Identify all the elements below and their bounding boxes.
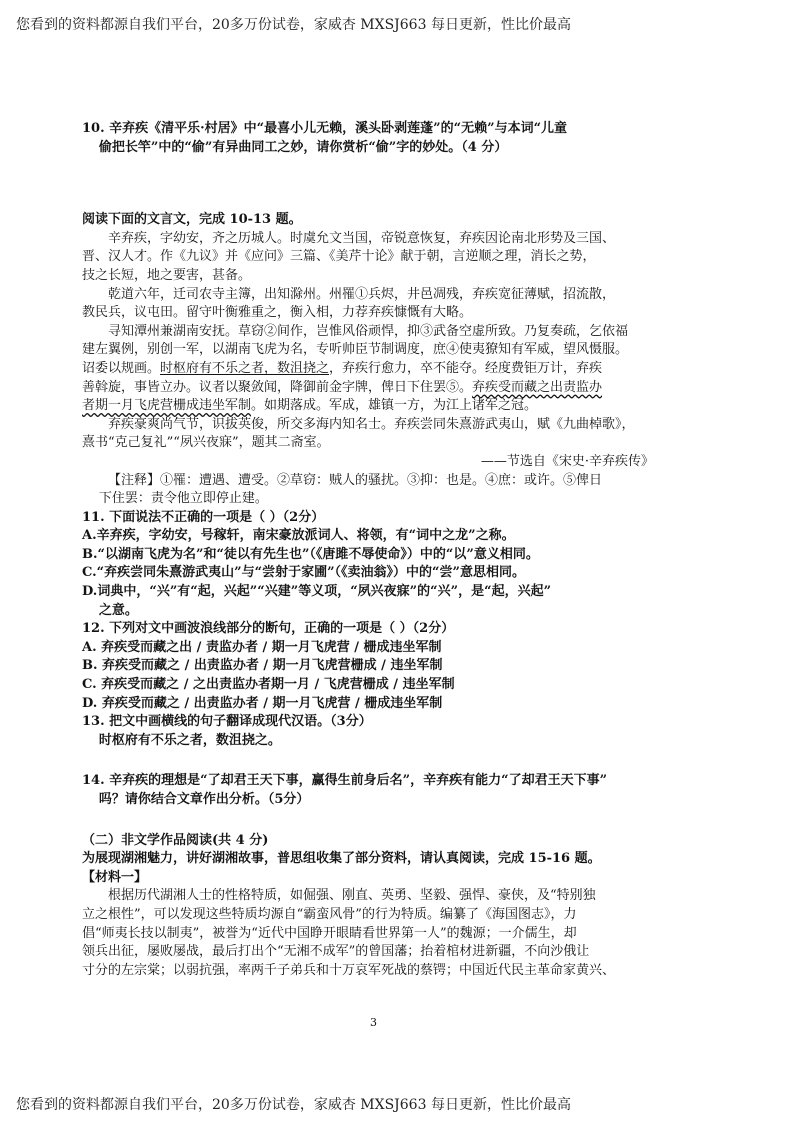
q13-stem: 13. 把文中画横线的句子翻译成现代汉语。（3分）: [82, 714, 372, 730]
q10-line1: 10. 辛弃疾《清平乐·村居》中“最喜小儿无赖，溪头卧剥莲蓬”的“无赖”与本词“儿童: [82, 121, 568, 136]
passage-line: 辛弃疾，字幼安，齐之历城人。时虞允文当国，帝锐意恢复，弃疾因论南北形势及三国、: [108, 230, 616, 246]
q11-stem: 11. 下面说法不正确的一项是（ ）（2分）: [82, 509, 325, 525]
classical-passage: [82, 211, 694, 509]
question-14: [82, 772, 694, 809]
q12-option: D. 弃疾受而藏之 / 出责监办者 / 期一月飞虎营 / 栅成违坐军制: [82, 695, 443, 711]
passage-line: 教民兵，议屯田。留守叶衡雅重之，衡入相，力荐弃疾慷慨有大略。: [82, 305, 473, 321]
underlined-sentence: 时枢府有不乐之者，数沮挠之: [160, 360, 330, 376]
passage-line: [82, 397, 694, 416]
material-line: 立之根性”，可以发现这些特质均源自“霸蛮风骨”的行为特质。编纂了《海国图志》，力: [82, 906, 577, 922]
question-11: [82, 509, 694, 621]
passage-text: ，弃疾行愈力，卒不能夺。经度费钜万计，弃疾: [329, 360, 603, 376]
passage-intro: 阅读下面的文言文，完成 10-13 题。: [82, 212, 302, 228]
passage-line: [82, 360, 694, 379]
passage-notes: 【注释】①罹：遭遇、遭受。②草窃：贼人的骚扰。③抑：也是。④庶：或许。⑤俾日: [108, 472, 603, 488]
passage-source: ——节选自《宋史·辛弃疾传》: [480, 453, 654, 469]
section-title: （二）非文学作品阅读(共 4 分): [82, 832, 269, 848]
passage-line: 晋、汉人才。作《九议》并《应问》三篇、《美芹十论》献于朝，言逆顺之理，消长之势，: [82, 249, 596, 265]
material-line: 根据历代湖湘人士的性格特质，如倔强、刚直、英勇、坚毅、强悍、豪侠，及“特别独: [108, 888, 596, 904]
q12-stem: 12. 下列对文中画波浪线部分的断句，正确的一项是（ ）（2分）: [82, 621, 455, 637]
section-intro: 为展现湖湘魅力，讲好湖湘故事，普思组收集了部分资料，请认真阅读，完成 15-16 题。: [82, 851, 601, 867]
passage-text: 诏委以规画。: [82, 360, 161, 376]
wavy-underlined-text: 弃疾受而藏之出责监办: [472, 379, 603, 395]
passage-line: 熹书“克己复礼”“夙兴夜寐”，题其二斋室。: [82, 435, 330, 451]
passage-line: 寻知潭州兼湖南安抚。草窃②间作，岂惟风俗顽悍，抑③武备空虚所致。乃复奏疏，乞依福: [108, 323, 629, 339]
q10-line2: 偷把长竿”中的“偷”有异曲同工之妙，请你赏析“偷”字的妙处。（4 分）: [98, 139, 508, 155]
passage-line: [82, 379, 694, 398]
material-label: 【材料一】: [82, 869, 148, 885]
q11-option: C.“弃疾尝同朱熹游武夷山”与“尝射于家圃”（《卖油翁》）中的“尝”意思相同。: [82, 565, 526, 581]
top-banner: 您看到的资料都源自我们平台，20多万份试卷，家威杏 MXSJ663 每日更新，性比价最高: [16, 17, 571, 33]
exam-page: [82, 120, 694, 980]
question-12: [82, 620, 694, 713]
wavy-underlined-text: 者期一月飞虎营栅成违坐军制: [82, 398, 252, 414]
passage-notes: 下住罢：责令他立即停止建。: [98, 491, 268, 507]
passage-line: 弃疾豪爽尚气节，识拔英俊，所交多海内知名士。弃疾尝同朱熹游武夷山，赋《九曲棹歌》，: [108, 416, 635, 432]
question-13: [82, 713, 694, 750]
bottom-banner: 您看到的资料都源自我们平台，20多万份试卷，家威杏 MXSJ663 每日更新，性比价最高: [16, 1097, 571, 1113]
q11-option: B.“以湖南飞虎为名”和“徒以有先生也”（《唐雎不辱使命》）中的“以”意义相同。: [82, 546, 539, 562]
material-line: 领兵出征，屡败屡战，最后打出个“无湘不成军”的曾国藩；抬着棺材进新疆，不向沙俄让: [82, 944, 590, 960]
q12-option: B. 弃疾受而藏之 / 出责监办者 / 期一月飞虎营栅成 / 违坐军制: [82, 658, 443, 674]
q11-option: A.辛弃疾，字幼安，号稼轩，南宋豪放派词人、将领，有“词中之龙”之称。: [82, 528, 515, 544]
passage-text: 善斡旋，事皆立办。议者以聚敛闻，降御前金字牌，俾日下住罢⑤。: [82, 379, 473, 395]
passage-line: 乾道六年，迁司农寺主簿，出知滁州。州罹①兵烬，井邑凋残，弃疾宽征薄赋，招流散，: [108, 286, 616, 302]
q12-option: C. 弃疾受而藏之 / 之出责监办者期一月 / 飞虎营栅成 / 违坐军制: [82, 677, 455, 693]
section-2: [82, 832, 694, 981]
question-10: [82, 120, 694, 157]
q12-option: A. 弃疾受而藏之出 / 责监办者 / 期一月飞虎营 / 栅成违坐军制: [82, 639, 442, 655]
material-line: 倡“师夷长技以制夷”，被誉为“近代中国睁开眼睛看世界第一人”的魏源；一介儒生，却: [82, 925, 577, 941]
passage-line: 技之长短，地之要害，甚备。: [82, 267, 252, 283]
page-number: 3: [370, 1016, 377, 1029]
q14-line2: 吗？请你结合文章作出分析。（5分）: [98, 792, 310, 807]
q13-sentence: 时枢府有不乐之者，数沮挠之。: [98, 732, 281, 748]
q11-option: D.词典中，“兴”有“起，兴起”“兴建”等义项，“夙兴夜寐”的“兴”，是“起，兴起”: [82, 584, 552, 600]
q11-option-cont: 之意。: [98, 602, 138, 618]
passage-line: 建左翼例，别创一军，以湖南飞虎为名，专听帅臣节制调度，庶④使夷獠知有军威，望风慑服。: [82, 342, 629, 358]
passage-text: 。如期落成。军成，雄镇一方，为江上诸军之冠。: [251, 398, 538, 414]
q14-line1: 14. 辛弃疾的理想是“了却君王天下事，赢得生前身后名”，辛弃疾有能力“了却君王天下事”: [82, 773, 608, 789]
material-line: 寸分的左宗棠；以弱抗强，率两千子弟兵和十万哀军死战的蔡锷；中国近代民主革命家黄兴、: [82, 962, 616, 978]
